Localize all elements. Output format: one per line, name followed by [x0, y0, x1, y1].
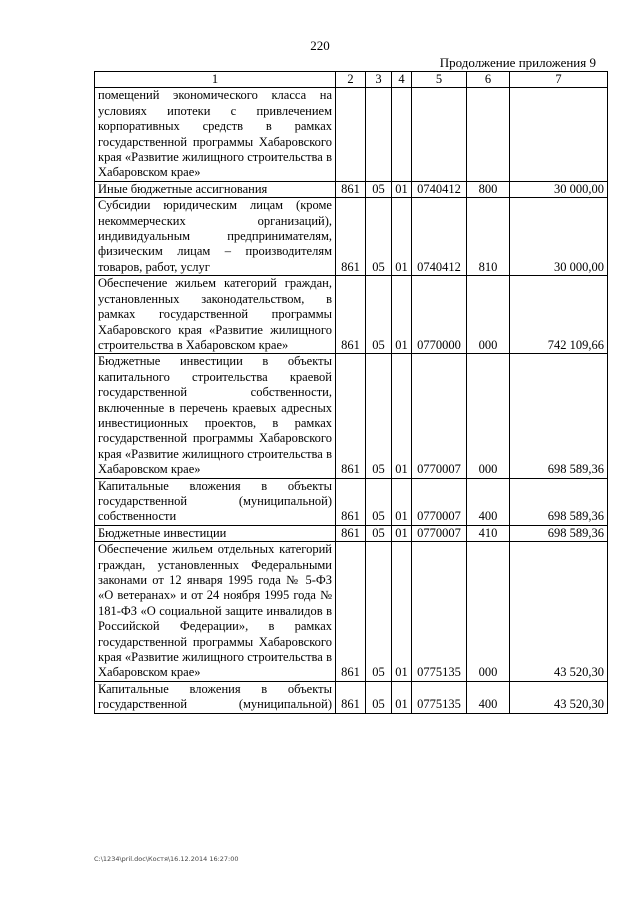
- row-ministry: 861: [336, 181, 366, 197]
- row-ministry: 861: [336, 276, 366, 354]
- row-section: 05: [366, 681, 392, 713]
- file-path-footer: C:\1234\pril.doc\Костя\16.12.2014 16:27:00: [94, 855, 239, 863]
- row-subsection: 01: [392, 542, 412, 682]
- row-section: 05: [366, 542, 392, 682]
- row-target-article: 0740412: [412, 181, 467, 197]
- row-ministry: 861: [336, 198, 366, 276]
- header-col-2: 2: [336, 72, 366, 88]
- row-ministry: 861: [336, 525, 366, 541]
- table-row: [95, 525, 608, 541]
- header-col-4: 4: [392, 72, 412, 88]
- row-expense-type: 400: [467, 478, 510, 525]
- row-amount: 43 520,30: [510, 681, 608, 713]
- header-col-3: 3: [366, 72, 392, 88]
- row-expense-type: [467, 88, 510, 181]
- row-section: [366, 88, 392, 181]
- table-row: [95, 478, 608, 525]
- row-name: Бюджетные инвестиции: [95, 525, 336, 541]
- row-section: 05: [366, 354, 392, 478]
- row-amount: 30 000,00: [510, 181, 608, 197]
- row-target-article: 0740412: [412, 198, 467, 276]
- row-section: 05: [366, 181, 392, 197]
- row-target-article: 0770007: [412, 478, 467, 525]
- table-header-row: [95, 72, 608, 88]
- row-name: Капитальные вложения в объекты государственной (муниципальной) собственности: [95, 478, 336, 525]
- header-col-1: 1: [95, 72, 336, 88]
- row-subsection: 01: [392, 198, 412, 276]
- row-ministry: 861: [336, 478, 366, 525]
- row-name: Обеспечение жильем категорий граждан, установленных законодательством, в рамках государственной программы Хабаровского края «Развитие жилищного строительства в Хабаровском крае»: [95, 276, 336, 354]
- row-subsection: 01: [392, 681, 412, 713]
- row-expense-type: 000: [467, 542, 510, 682]
- table-row: [95, 542, 608, 682]
- row-expense-type: 410: [467, 525, 510, 541]
- table-row: [95, 276, 608, 354]
- table-row: [95, 354, 608, 478]
- continuation-note: Продолжение приложения 9: [439, 55, 596, 70]
- row-amount: 698 589,36: [510, 525, 608, 541]
- table-row: [95, 198, 608, 276]
- table-row: [95, 88, 608, 181]
- row-target-article: 0770007: [412, 354, 467, 478]
- row-subsection: [392, 88, 412, 181]
- header-col-6: 6: [467, 72, 510, 88]
- row-ministry: 861: [336, 354, 366, 478]
- row-target-article: 0770007: [412, 525, 467, 541]
- row-subsection: 01: [392, 276, 412, 354]
- budget-table: [94, 71, 608, 714]
- row-amount: 30 000,00: [510, 198, 608, 276]
- row-name: Бюджетные инвестиции в объекты капитального строительства краевой государственной собственности, включенные в перечень краевых адресных инвестиционных проектов, в рамках государственной программы Хабаровского края «Развитие жилищного строительства в Хабаровском крае»: [95, 354, 336, 478]
- header-col-7: 7: [510, 72, 608, 88]
- row-target-article: 0775135: [412, 681, 467, 713]
- table-row: [95, 681, 608, 713]
- row-name: Субсидии юридическим лицам (кроме некоммерческих организаций), индивидуальным предпринимателям, физическим лицам – производителям товаров, работ, услуг: [95, 198, 336, 276]
- row-subsection: 01: [392, 181, 412, 197]
- row-ministry: 861: [336, 542, 366, 682]
- row-target-article: 0770000: [412, 276, 467, 354]
- row-expense-type: 400: [467, 681, 510, 713]
- row-target-article: 0775135: [412, 542, 467, 682]
- row-section: 05: [366, 525, 392, 541]
- row-amount: [510, 88, 608, 181]
- row-expense-type: 000: [467, 276, 510, 354]
- row-name: Обеспечение жильем отдельных категорий граждан, установленных Федеральными законами от 12 января 1995 года № 5-ФЗ «О ветеранах» и от 24 ноября 1995 года № 181-ФЗ «О социальной защите инвалидов в Российской Федерации», в рамках государственной программы Хабаровского края «Развитие жилищного строительства в Хабаровском крае»: [95, 542, 336, 682]
- row-ministry: [336, 88, 366, 181]
- row-expense-type: 800: [467, 181, 510, 197]
- row-amount: 43 520,30: [510, 542, 608, 682]
- table-row: [95, 181, 608, 197]
- row-subsection: 01: [392, 525, 412, 541]
- row-subsection: 01: [392, 354, 412, 478]
- row-target-article: [412, 88, 467, 181]
- row-name: Капитальные вложения в объекты государственной (муниципальной): [95, 681, 336, 713]
- row-amount: 698 589,36: [510, 354, 608, 478]
- row-amount: 698 589,36: [510, 478, 608, 525]
- row-section: 05: [366, 478, 392, 525]
- row-section: 05: [366, 276, 392, 354]
- header-col-5: 5: [412, 72, 467, 88]
- row-expense-type: 000: [467, 354, 510, 478]
- row-amount: 742 109,66: [510, 276, 608, 354]
- row-ministry: 861: [336, 681, 366, 713]
- row-section: 05: [366, 198, 392, 276]
- row-name: Иные бюджетные ассигнования: [95, 181, 336, 197]
- row-name: помещений экономического класса на условиях ипотеки с привлечением корпоративных средств в рамках государственной программы Хабаровского края «Развитие жилищного строительства в Хабаровском крае»: [95, 88, 336, 181]
- row-expense-type: 810: [467, 198, 510, 276]
- row-subsection: 01: [392, 478, 412, 525]
- page-number: 220: [310, 38, 330, 53]
